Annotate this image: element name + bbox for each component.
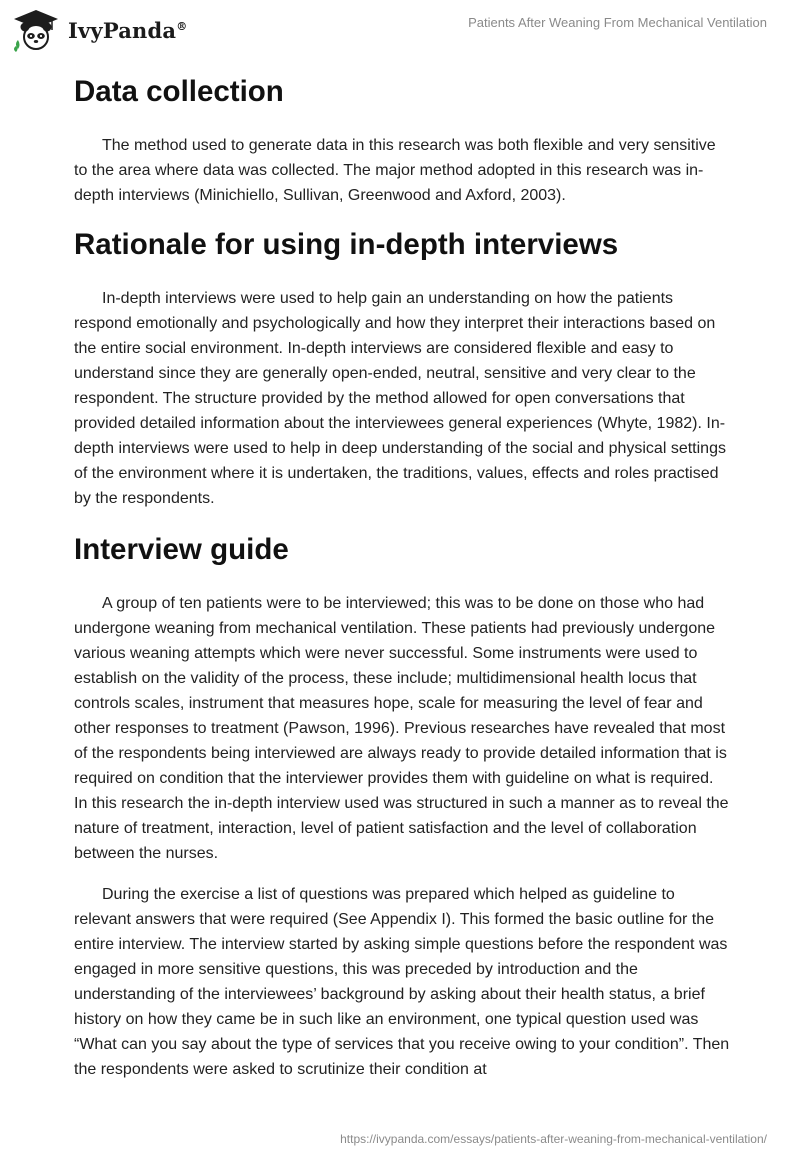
article-body (74, 70, 730, 1082)
section-heading: Interview guide (74, 533, 289, 566)
section-heading: Data collection (74, 75, 284, 108)
document-title: Patients After Weaning From Mechanical Ventilation (468, 15, 767, 30)
paragraph: The method used to generate data in this research was both flexible and very sensitive to the area where data was collected. The major method adopted in this research was in-depth interviews (Minichiello, Sullivan, Greenwood and Axford, 2003). (74, 137, 716, 204)
panda-graduate-icon (12, 8, 60, 52)
paragraph: During the exercise a list of questions was prepared which helped as guideline to relevant answers that were required (See Appendix I). This formed the basic outline for the entire interview. The interview started by asking simple questions before the respondent was engaged in more sensitive questions, this was preceded by introduction and the understanding of the interviewees’ background by asking about their health status, a brief history on how they came be in such like an environment, one typical question used was “What can you say about the type of services that you receive owing to your condition”. Then the respondents were asked to scrutinize their condition at (74, 886, 730, 1078)
ivypanda-logo[interactable] (12, 8, 187, 52)
source-url-link[interactable]: https://ivypanda.com/essays/patients-after-weaning-from-mechanical-ventilation/ (340, 1132, 767, 1146)
paragraph: In-depth interviews were used to help gain an understanding on how the patients respond emotionally and psychologically and how they interpret their interactions based on the entire social environment. In-depth interviews are considered flexible and easy to understand since they are generally open-ended, neutral, sensitive and very clear to the respondent. The structure provided by the method allowed for open conversations that provided detailed information about the interviewees general experiences (Whyte, 1982). In-depth interviews were used to help in deep understanding of the social and physical settings of the environment where it is undertaken, the traditions, values, effects and roles practised by the respondents. (74, 290, 726, 507)
brand-name: IvyPanda® (68, 17, 188, 43)
page-header (0, 0, 800, 60)
section-heading: Rationale for using in-depth interviews (74, 228, 619, 261)
paragraph: A group of ten patients were to be interviewed; this was to be done on those who had undergone weaning from mechanical ventilation. These patients had previously undergone various weaning attempts which were never successful. Some instruments were used to establish on the validity of the process, these include; multidimensional health locus that controls scales, instrument that measures hope, scale for measuring the level of fear and other responses to treatment (Pawson, 1996). Previous researches have revealed that most of the respondents being interviewed are always ready to provide detailed information that is required on condition that the interviewer provides them with guideline on what is required. In this research the in-depth interview used was structured in such a manner as to reveal the nature of treatment, interaction, level of patient satisfaction and the level of collaboration between the nurses. (74, 595, 729, 862)
